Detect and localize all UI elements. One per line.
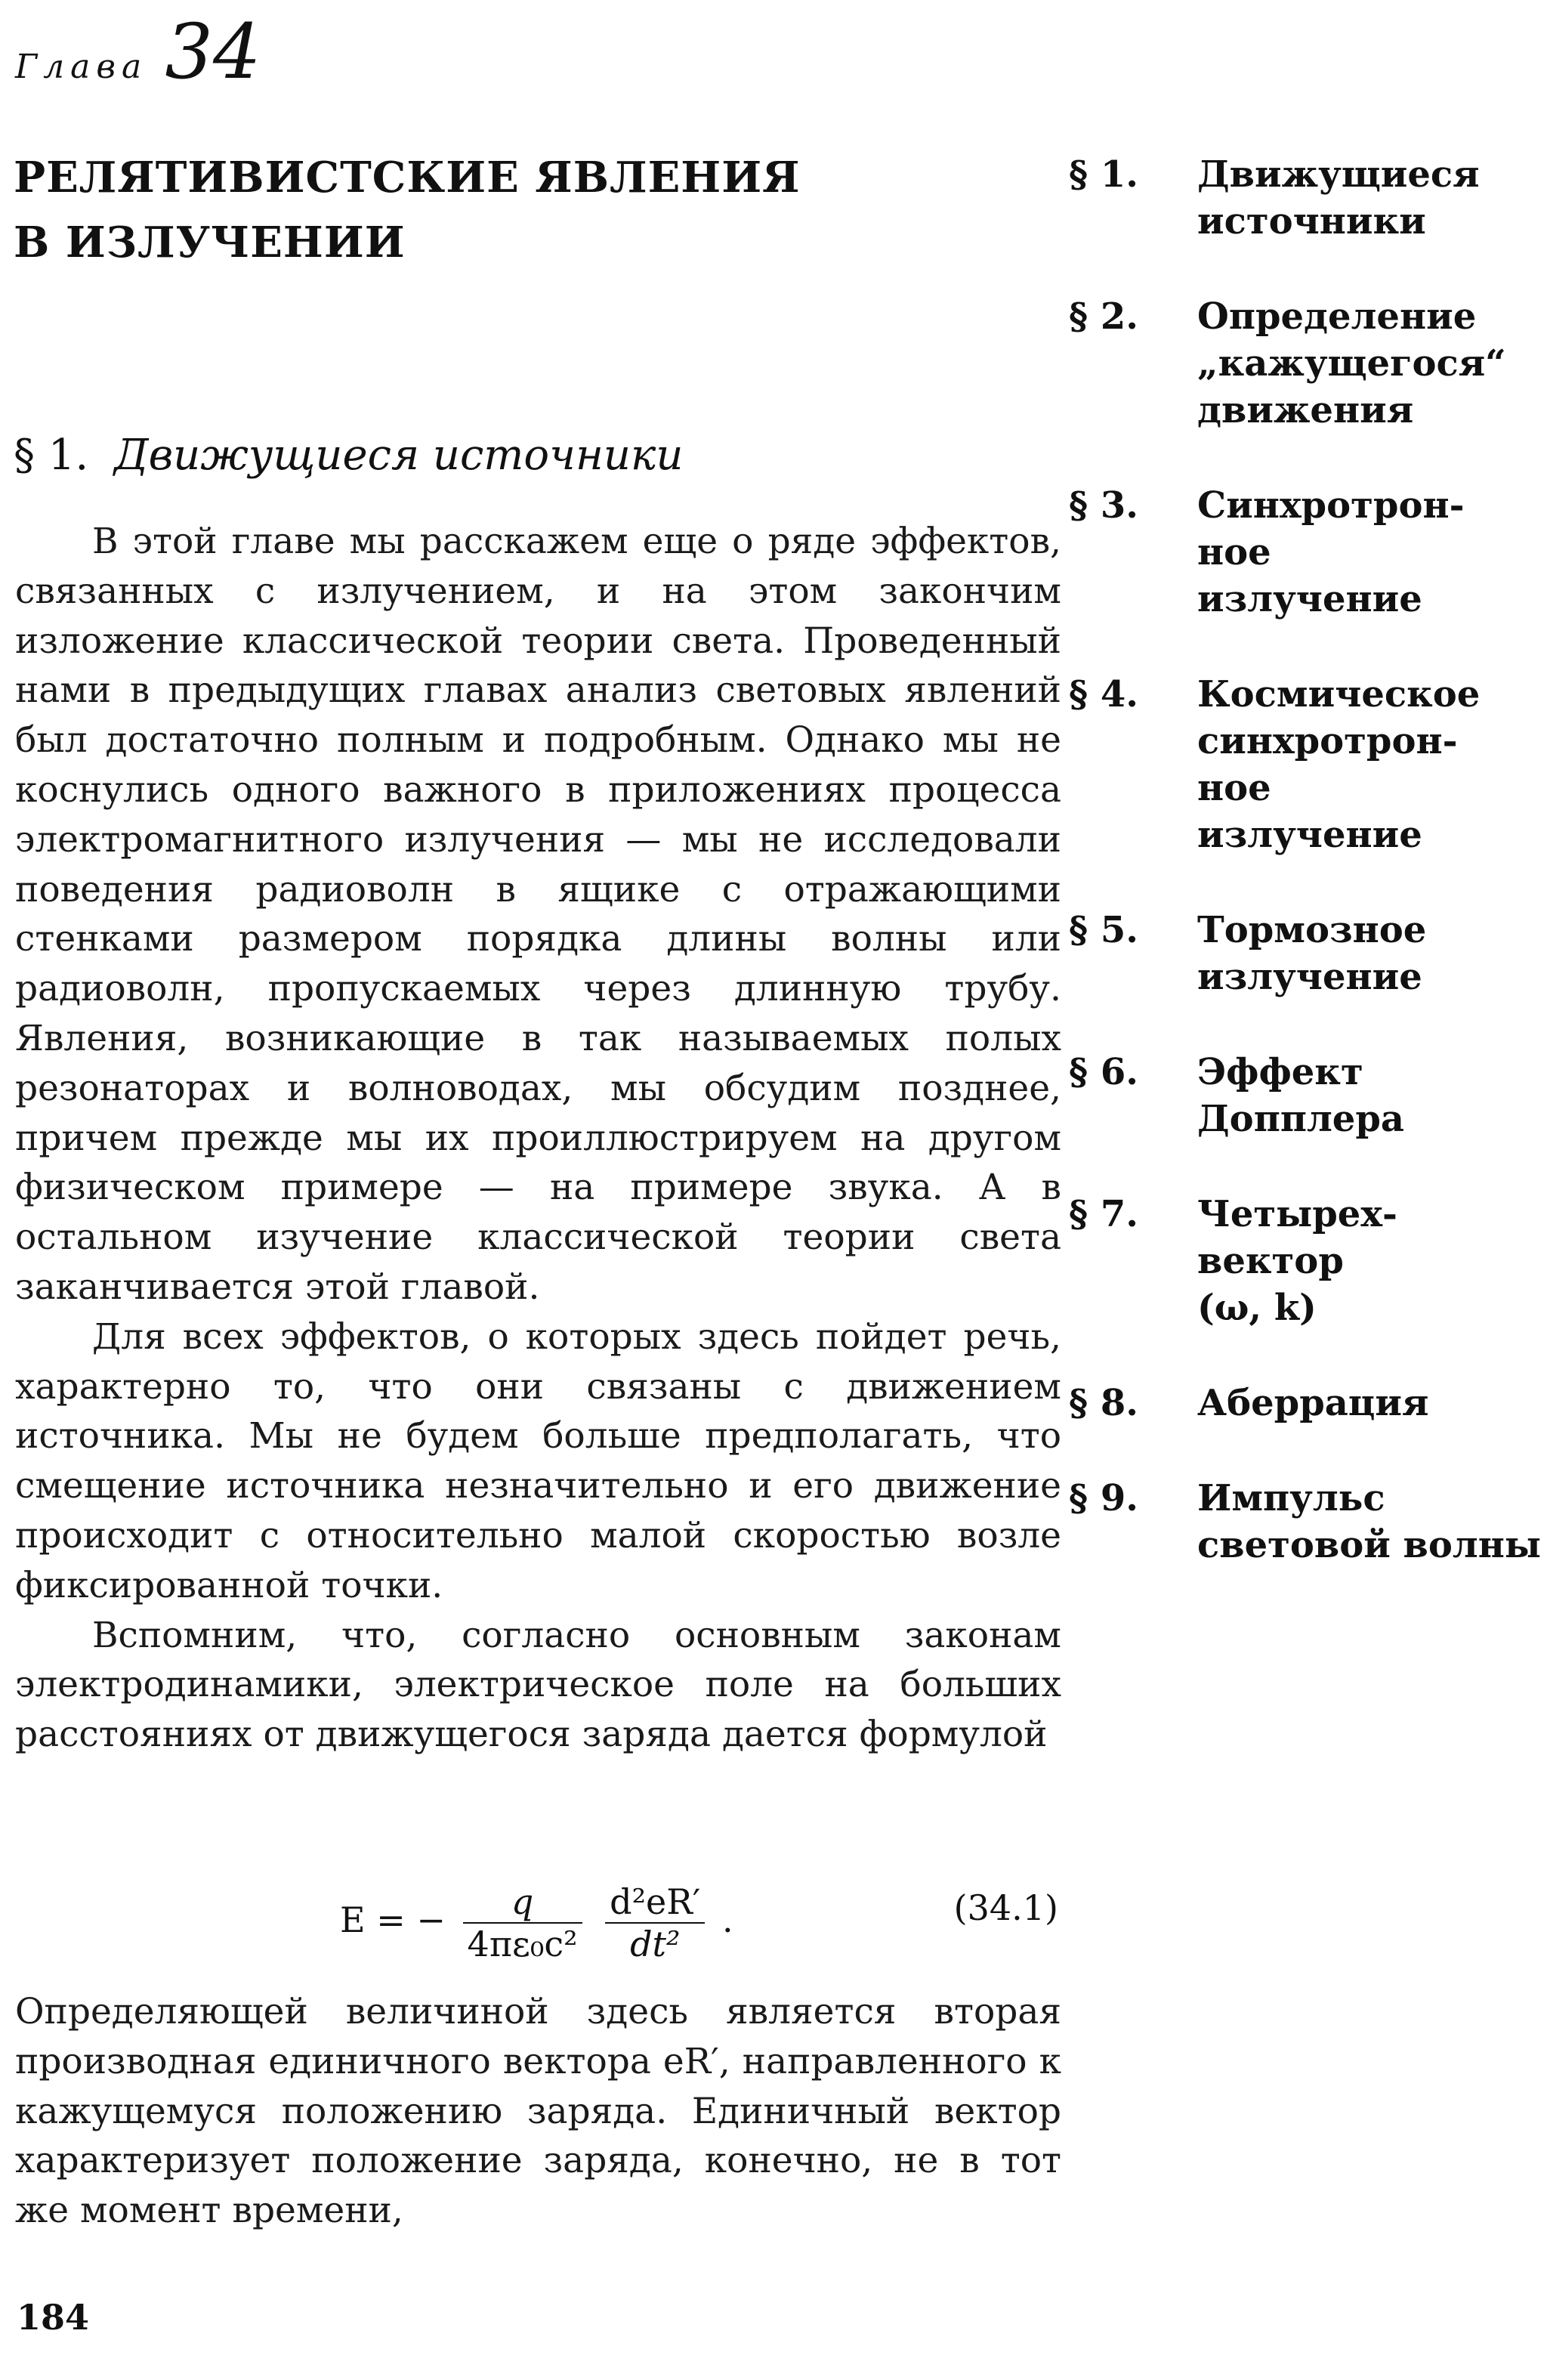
equation-number: (34.1) [953, 1887, 1058, 1928]
equation-expression [340, 1881, 733, 1964]
toc-item [1069, 293, 1537, 434]
body-text [15, 517, 1061, 1760]
toc-item-title-line: Импульс [1197, 1477, 1385, 1519]
toc-item-title-line: ное [1197, 767, 1271, 809]
derivative-numerator: d²eR′ [605, 1881, 705, 1924]
body-text-continued [15, 1987, 1061, 2236]
chapter-heading [15, 8, 261, 106]
toc-item-title-line: Четырех- [1197, 1193, 1397, 1235]
toc-item-number: § 2. [1069, 295, 1138, 338]
toc-item-title-line: движения [1197, 389, 1414, 431]
toc-item-title-line: излучение [1197, 578, 1422, 620]
toc-item-number: § 5. [1069, 909, 1138, 951]
toc-item-title-line: световой волны [1197, 1524, 1542, 1566]
section-heading [14, 431, 683, 480]
toc-item-number: § 4. [1069, 673, 1138, 716]
fraction-numerator: q [463, 1881, 582, 1924]
toc-item-title-line: вектор [1197, 1240, 1344, 1282]
toc-item-title-line: Тормозное [1197, 909, 1427, 951]
chapter-title-line: РЕЛЯТИВИСТСКИЕ ЯВЛЕНИЯ [14, 153, 801, 202]
toc-item [1069, 151, 1537, 245]
toc-item-number: § 6. [1069, 1051, 1138, 1093]
toc-item-number: § 9. [1069, 1477, 1138, 1519]
toc-item-number: § 3. [1069, 484, 1138, 527]
toc-item-title-line: „кажущегося“ [1197, 342, 1506, 385]
chapter-label: Глава [15, 48, 148, 86]
toc-item-number: § 1. [1069, 153, 1138, 196]
toc-item-number: § 7. [1069, 1193, 1138, 1235]
equation-lhs: E = − [340, 1899, 446, 1940]
toc-item-title-line: Эффект [1197, 1051, 1363, 1093]
toc-item [1069, 907, 1537, 1000]
toc-item-title-line: Аберрация [1197, 1382, 1429, 1424]
toc-item [1069, 671, 1537, 858]
paragraph: Для всех эффектов, о которых здесь пойдет речь, характерно то, что они связаны с движением источника. Мы не будем больше предполагать, что смещение источника незначительно и его движение происходит с относительно малой скоростью возле фиксированной точки. [15, 1315, 1061, 1606]
toc-item-title-line: ное [1197, 531, 1271, 573]
toc-item-title-line: источники [1197, 200, 1426, 243]
toc-item [1069, 1475, 1542, 1569]
derivative-denominator: dt² [630, 1924, 681, 1964]
toc-item-title-line: синхротрон- [1197, 720, 1458, 762]
toc-item-title-line: Движущиеся [1197, 153, 1480, 196]
toc-item-title-line: излучение [1197, 956, 1422, 998]
toc-item-title-line: излучение [1197, 814, 1422, 856]
toc-item [1069, 1191, 1537, 1331]
paragraph: В этой главе мы расскажем еще о ряде эффектов, связанных с излучением, и на этом закончим изложение классической теории света. Проведенный нами в предыдущих главах анализ световых явлений был достаточно полным и подробным. Однако мы не коснулись одного важного в приложениях процесса электромагнитного излучения — мы не исследовали поведения радиоволн в ящике с отражающими стенками размером порядка длины волны или радиоволн, пропускаемых через длинную трубу. Явления, возникающие в так называемых полых резонаторах и волноводах, мы обсудим позднее, причем прежде мы их проиллюстрируем на другом физическом примере — на примере звука. А в остальном изучение классической теории света заканчивается этой главой. [15, 521, 1061, 1308]
fraction-denominator: 4πε₀c² [467, 1924, 578, 1964]
toc-item [1069, 482, 1537, 623]
chapter-title [14, 145, 996, 275]
section-number: § 1. [14, 431, 89, 480]
toc-item-number: § 8. [1069, 1382, 1138, 1424]
toc-item [1069, 1380, 1537, 1426]
paragraph: Определяющей величиной здесь является вторая производная единичного вектора eR′, направленного к кажущемуся положению заряда. Единичный вектор характеризует положение заряда, конечно, не в тот же момент времени, [15, 1991, 1061, 2232]
page-number: 184 [17, 2297, 90, 2338]
toc-item [1069, 1049, 1537, 1142]
toc-item-title-line: Космическое [1197, 673, 1481, 716]
chapter-title-line: В ИЗЛУЧЕНИИ [14, 218, 406, 267]
equation-34-1 [15, 1851, 1061, 1964]
equation-tail: . [721, 1899, 733, 1940]
toc-item-title-line: Определение [1197, 295, 1477, 338]
toc-item-title-line: (ω, k) [1197, 1287, 1317, 1329]
toc-item-title-line: Допплера [1197, 1098, 1405, 1140]
toc-item-title-line: Синхротрон- [1197, 484, 1465, 527]
chapter-number: 34 [165, 8, 261, 96]
section-title: Движущиеся источники [114, 431, 684, 480]
paragraph: Вспомним, что, согласно основным законам электродинамики, электрическое поле на больших расстояниях от движущегося заряда дается формулой [15, 1614, 1061, 1756]
chapter-contents-sidebar [1069, 151, 1542, 1617]
